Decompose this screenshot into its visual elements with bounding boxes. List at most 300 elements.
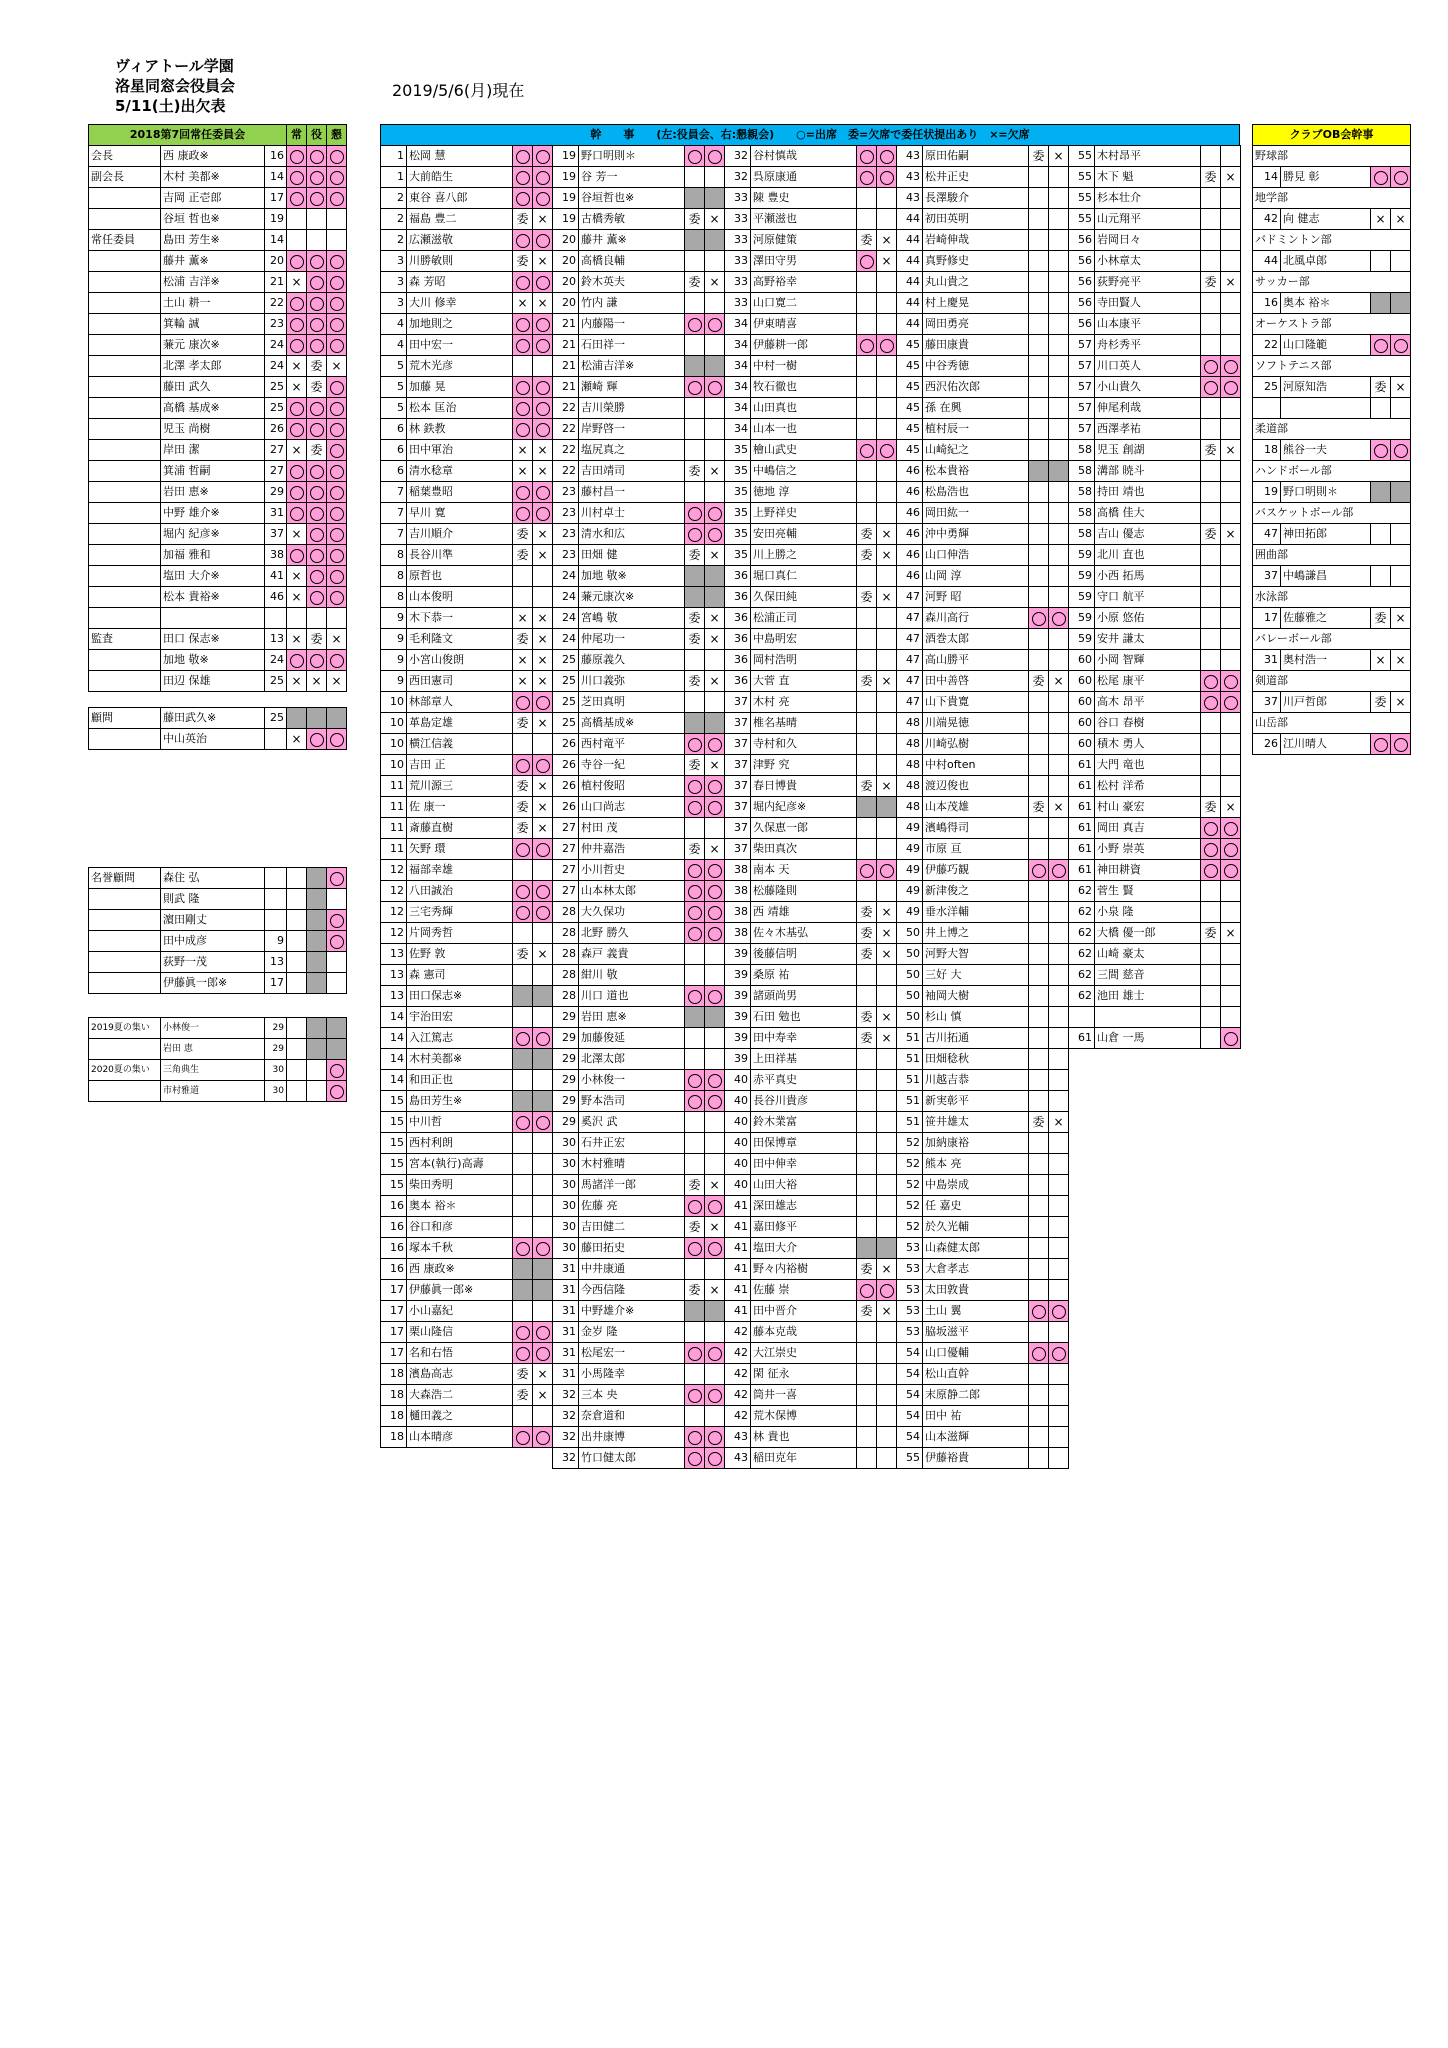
attendance-mark	[857, 419, 877, 440]
attendance-mark	[685, 860, 705, 881]
member-row	[89, 1039, 347, 1060]
class-year-cell: 5	[381, 377, 407, 398]
attendance-mark	[1221, 314, 1241, 335]
attendance-mark	[533, 1427, 553, 1448]
attend-circle-icon	[536, 486, 550, 500]
name-cell: 杉本壮介	[1095, 188, 1201, 209]
name-cell: 松岡 慧	[407, 146, 513, 167]
name-cell: 濱島高志	[407, 1364, 513, 1385]
class-year-cell: 38	[725, 902, 751, 923]
cadre-row	[897, 965, 1069, 986]
attendance-mark	[287, 503, 307, 524]
attendance-mark	[705, 377, 725, 398]
attendance-mark	[857, 965, 877, 986]
attend-circle-icon	[688, 801, 702, 815]
member-row	[89, 482, 347, 503]
attendance-mark	[877, 1322, 897, 1343]
attendance-text: ×	[881, 905, 892, 919]
attendance-mark	[533, 398, 553, 419]
attendance-text: ×	[881, 254, 892, 268]
name-cell: 伸尾利哉	[1095, 398, 1201, 419]
cadre-row	[725, 923, 897, 944]
name-cell: 芝田真明	[579, 692, 685, 713]
attendance-text: 委	[1204, 443, 1217, 457]
name-cell: 伊藤裕貴	[923, 1448, 1029, 1469]
name-cell: 佐藤雅之	[1281, 608, 1371, 629]
cadre-row	[553, 902, 725, 923]
attendance-text: ×	[537, 212, 548, 226]
attendance-text: 委	[310, 443, 323, 457]
name-cell: 川戸哲郎	[1281, 692, 1371, 713]
attend-circle-icon	[688, 1431, 702, 1445]
class-year-cell: 25	[265, 398, 287, 419]
attend-circle-icon	[1394, 171, 1408, 185]
class-year-cell: 44	[897, 272, 923, 293]
cadre-row	[553, 335, 725, 356]
attendance-mark	[1201, 839, 1221, 860]
attend-circle-icon	[516, 171, 530, 185]
attendance-mark	[877, 1301, 897, 1322]
cadre-row	[381, 650, 553, 671]
name-cell: 大川 修幸	[407, 293, 513, 314]
club-name-row	[1253, 230, 1411, 251]
attendance-mark	[685, 1133, 705, 1154]
attend-circle-icon	[290, 318, 304, 332]
cadre-row	[553, 1259, 725, 1280]
class-year-cell: 23	[553, 503, 579, 524]
cadre-row	[1069, 398, 1241, 419]
attendance-mark	[1049, 776, 1069, 797]
cadre-row	[381, 923, 553, 944]
name-cell: 北川 直也	[1095, 545, 1201, 566]
class-year-cell: 16	[381, 1217, 407, 1238]
class-year-cell: 25	[553, 692, 579, 713]
class-year-cell: 38	[725, 860, 751, 881]
attendance-mark	[685, 1322, 705, 1343]
name-cell: 山岡 淳	[923, 566, 1029, 587]
name-cell: 奚沢 武	[579, 1112, 685, 1133]
cadre-row	[725, 1364, 897, 1385]
cadre-row	[381, 1007, 553, 1028]
attend-circle-icon	[1032, 1305, 1046, 1319]
cadre-row	[381, 1259, 553, 1280]
attendance-mark	[287, 545, 307, 566]
cadre-row	[1069, 146, 1241, 167]
class-year-cell: 45	[897, 356, 923, 377]
attend-circle-icon	[708, 150, 722, 164]
name-cell: 菅生 賢	[1095, 881, 1201, 902]
attendance-mark	[1371, 293, 1391, 314]
attendance-mark	[327, 1081, 347, 1102]
name-cell: 上野祥史	[751, 503, 857, 524]
attendance-text: ×	[291, 590, 302, 604]
cadre-row	[725, 818, 897, 839]
class-year-cell: 34	[725, 314, 751, 335]
class-year-cell: 27	[553, 860, 579, 881]
class-year-cell: 32	[553, 1427, 579, 1448]
attendance-mark	[877, 755, 897, 776]
attend-circle-icon	[1032, 612, 1046, 626]
class-year-cell: 29	[553, 1112, 579, 1133]
attendance-text: ×	[709, 548, 720, 562]
attendance-mark	[857, 398, 877, 419]
cadre-row	[725, 986, 897, 1007]
attend-circle-icon	[708, 1347, 722, 1361]
cadre-row	[1069, 839, 1241, 860]
cadre-row	[1069, 461, 1241, 482]
cadre-row	[553, 566, 725, 587]
attendance-text: 委	[688, 674, 701, 688]
attendance-text: ×	[537, 674, 548, 688]
cadre-row	[897, 1007, 1069, 1028]
attend-circle-icon	[688, 150, 702, 164]
name-cell: 川越吉恭	[923, 1070, 1029, 1091]
class-year-cell: 37	[725, 755, 751, 776]
attend-circle-icon	[860, 171, 874, 185]
attendance-mark	[1049, 167, 1069, 188]
attendance-mark	[533, 1385, 553, 1406]
member-row	[89, 973, 347, 994]
attendance-text: ×	[517, 653, 528, 667]
name-cell: 川端晃徳	[923, 713, 1029, 734]
attendance-text: ×	[881, 947, 892, 961]
attendance-mark	[513, 356, 533, 377]
name-cell: 斎藤直樹	[407, 818, 513, 839]
class-year-cell: 36	[725, 671, 751, 692]
attendance-mark	[533, 650, 553, 671]
class-year-cell: 25	[265, 671, 287, 692]
attendance-mark	[857, 902, 877, 923]
cadre-row	[553, 1007, 725, 1028]
attend-circle-icon	[330, 591, 344, 605]
class-year-cell: 48	[897, 797, 923, 818]
attendance-mark	[857, 314, 877, 335]
cadre-row	[381, 440, 553, 461]
attendance-text: 委	[516, 632, 529, 646]
attendance-mark	[857, 1427, 877, 1448]
attend-circle-icon	[330, 192, 344, 206]
attendance-mark	[877, 1154, 897, 1175]
name-cell: 沖中勇輝	[923, 524, 1029, 545]
attendance-mark	[1049, 1196, 1069, 1217]
cadre-row	[897, 377, 1069, 398]
attendance-mark	[513, 482, 533, 503]
class-year-cell: 54	[897, 1364, 923, 1385]
attendance-mark	[1221, 902, 1241, 923]
attendance-mark	[877, 1175, 897, 1196]
class-year-cell: 54	[897, 1406, 923, 1427]
cadre-row	[553, 860, 725, 881]
attendance-mark	[513, 1427, 533, 1448]
name-cell: 垂水洋輔	[923, 902, 1029, 923]
attendance-mark	[1029, 356, 1049, 377]
attendance-mark	[1201, 461, 1221, 482]
attendance-mark	[1221, 734, 1241, 755]
name-cell: 山倉 一馬	[1095, 1028, 1201, 1049]
attendance-mark	[513, 650, 533, 671]
attendance-text: 委	[688, 464, 701, 478]
attendance-mark	[327, 1018, 347, 1039]
attend-circle-icon	[536, 1116, 550, 1130]
attendance-mark	[287, 729, 307, 750]
member-row	[89, 910, 347, 931]
attendance-mark	[1221, 671, 1241, 692]
attendance-mark	[705, 188, 725, 209]
attendance-mark	[877, 1259, 897, 1280]
class-year-cell: 49	[897, 860, 923, 881]
attendance-mark	[685, 188, 705, 209]
attendance-mark	[705, 734, 725, 755]
attendance-mark	[287, 650, 307, 671]
attend-circle-icon	[708, 864, 722, 878]
attendance-mark	[533, 1007, 553, 1028]
attendance-mark	[1029, 629, 1049, 650]
attend-circle-icon	[688, 780, 702, 794]
attendance-mark	[877, 881, 897, 902]
class-year-cell: 48	[897, 713, 923, 734]
class-year-cell: 39	[725, 986, 751, 1007]
attendance-mark	[307, 335, 327, 356]
attendance-mark	[287, 910, 307, 931]
name-cell: 川上勝之	[751, 545, 857, 566]
attendance-mark	[513, 860, 533, 881]
attendance-text: ×	[537, 464, 548, 478]
cadre-row	[897, 902, 1069, 923]
attendance-mark	[307, 167, 327, 188]
attendance-text: ×	[709, 758, 720, 772]
attendance-mark	[1029, 671, 1049, 692]
name-cell: 中村一樹	[751, 356, 857, 377]
name-cell: 中野雄介※	[579, 1301, 685, 1322]
attendance-mark	[705, 839, 725, 860]
cadre-row	[725, 524, 897, 545]
attendance-mark	[877, 1406, 897, 1427]
attendance-mark	[1029, 1406, 1049, 1427]
cadre-row	[381, 734, 553, 755]
class-year-cell: 37	[265, 524, 287, 545]
name-cell: 長谷川準	[407, 545, 513, 566]
attendance-mark	[513, 1196, 533, 1217]
cadre-row	[381, 1364, 553, 1385]
attendance-text: ×	[1053, 149, 1064, 163]
attendance-mark	[1391, 251, 1411, 272]
name-cell: 松村 洋希	[1095, 776, 1201, 797]
name-cell: 中島崇成	[923, 1175, 1029, 1196]
attendance-mark	[1049, 1028, 1069, 1049]
name-cell: 中山英治	[161, 729, 265, 750]
class-year-cell: 29	[553, 1091, 579, 1112]
cadre-row	[897, 461, 1069, 482]
attendance-mark	[877, 797, 897, 818]
attendance-mark	[685, 1070, 705, 1091]
member-row	[89, 398, 347, 419]
attendance-text: 委	[516, 779, 529, 793]
class-year-cell: 54	[897, 1385, 923, 1406]
attendance-mark	[287, 482, 307, 503]
attend-circle-icon	[688, 528, 702, 542]
cadre-row	[553, 818, 725, 839]
class-year-cell: 39	[725, 965, 751, 986]
cadre-row	[897, 1133, 1069, 1154]
attendance-mark	[1049, 209, 1069, 230]
name-cell: 岩崎伸哉	[923, 230, 1029, 251]
role-cell	[89, 293, 161, 314]
name-cell: 岩田 恵	[161, 1039, 265, 1060]
attendance-mark	[1029, 734, 1049, 755]
attendance-mark	[685, 251, 705, 272]
cadre-row	[553, 1049, 725, 1070]
attendance-text: ×	[331, 674, 342, 688]
attendance-mark	[705, 797, 725, 818]
role-cell	[89, 440, 161, 461]
attend-circle-icon	[516, 276, 530, 290]
attendance-text: ×	[291, 732, 302, 746]
class-year-cell	[1253, 398, 1281, 419]
attend-circle-icon	[688, 1242, 702, 1256]
name-cell	[1281, 398, 1371, 419]
class-year-cell: 57	[1069, 335, 1095, 356]
cadre-row	[553, 629, 725, 650]
class-year-cell: 54	[897, 1343, 923, 1364]
name-cell: 川口義弥	[579, 671, 685, 692]
class-year-cell: 16	[265, 146, 287, 167]
class-year-cell: 39	[725, 1028, 751, 1049]
attendance-mark	[857, 692, 877, 713]
club-name-row	[1253, 272, 1411, 293]
attendance-mark	[1201, 293, 1221, 314]
attendance-mark	[533, 1343, 553, 1364]
cadre-row	[725, 1406, 897, 1427]
name-cell: 藤田拓史	[579, 1238, 685, 1259]
attend-circle-icon	[536, 318, 550, 332]
cadre-row	[553, 797, 725, 818]
class-year-cell: 56	[1069, 251, 1095, 272]
attendance-mark	[1049, 1406, 1069, 1427]
cadre-header: 幹 事 (左:役員会、右:懇親会) ○=出席 委=欠席で委任状提出あり ×=欠席	[381, 125, 1240, 146]
name-cell: 大江崇史	[751, 1343, 857, 1364]
attendance-mark	[1391, 608, 1411, 629]
attendance-mark	[1049, 503, 1069, 524]
attend-circle-icon	[516, 150, 530, 164]
cadre-row	[553, 272, 725, 293]
attendance-mark	[1029, 335, 1049, 356]
name-cell: 宮本(執行)高壽	[407, 1154, 513, 1175]
class-year-cell: 45	[897, 419, 923, 440]
class-year-cell: 25	[553, 650, 579, 671]
attend-circle-icon	[310, 733, 324, 747]
attendance-mark	[1029, 209, 1049, 230]
class-year-cell: 24	[265, 356, 287, 377]
name-cell: 塩田大介	[751, 1238, 857, 1259]
attendance-mark	[685, 944, 705, 965]
attend-circle-icon	[310, 402, 324, 416]
attendance-mark	[877, 167, 897, 188]
attendance-mark	[533, 1217, 553, 1238]
cadre-row	[725, 1196, 897, 1217]
name-cell: 林 鉄教	[407, 419, 513, 440]
attendance-mark	[877, 944, 897, 965]
name-cell: 稲田克年	[751, 1448, 857, 1469]
attendance-mark	[857, 1343, 877, 1364]
attendance-mark	[877, 209, 897, 230]
attend-circle-icon	[330, 381, 344, 395]
class-year-cell: 34	[725, 419, 751, 440]
attendance-mark	[327, 314, 347, 335]
name-cell: 荒川源三	[407, 776, 513, 797]
cadre-row	[725, 1007, 897, 1028]
attendance-mark	[1029, 587, 1049, 608]
attendance-mark	[1049, 923, 1069, 944]
attendance-mark	[1201, 209, 1221, 230]
cadre-row	[553, 545, 725, 566]
club-member-row	[1253, 440, 1411, 461]
attend-circle-icon	[516, 1242, 530, 1256]
member-row	[89, 629, 347, 650]
attendance-mark	[307, 293, 327, 314]
cadre-row	[381, 1322, 553, 1343]
name-cell: 稲葉豊昭	[407, 482, 513, 503]
attendance-mark	[513, 167, 533, 188]
club-member-row	[1253, 167, 1411, 188]
attendance-mark	[877, 1280, 897, 1301]
cadre-row	[725, 587, 897, 608]
attend-circle-icon	[516, 906, 530, 920]
attend-circle-icon	[880, 864, 894, 878]
cadre-row	[381, 818, 553, 839]
class-year-cell: 49	[897, 839, 923, 860]
attend-circle-icon	[708, 1095, 722, 1109]
attendance-mark	[533, 860, 553, 881]
cadre-row	[381, 1070, 553, 1091]
attendance-mark	[705, 1385, 725, 1406]
cadre-row	[1069, 860, 1241, 881]
attendance-mark	[1049, 524, 1069, 545]
name-cell: 三本 央	[579, 1385, 685, 1406]
attend-circle-icon	[330, 733, 344, 747]
class-year-cell: 61	[1069, 797, 1095, 818]
cadre-row	[381, 986, 553, 1007]
attendance-text: ×	[537, 800, 548, 814]
attendance-mark	[1221, 188, 1241, 209]
attendance-mark	[327, 1039, 347, 1060]
attendance-mark	[705, 230, 725, 251]
attendance-mark	[877, 713, 897, 734]
attendance-mark	[857, 251, 877, 272]
attendance-mark	[513, 1322, 533, 1343]
attendance-mark	[1221, 566, 1241, 587]
name-cell: 堀内 紀彦※	[161, 524, 265, 545]
name-cell: 箕輪 誠	[161, 314, 265, 335]
attendance-text: 委	[516, 212, 529, 226]
name-cell: 高野裕幸	[751, 272, 857, 293]
cadre-row	[553, 461, 725, 482]
class-year-cell: 28	[553, 965, 579, 986]
attendance-mark	[1049, 1322, 1069, 1343]
class-year-cell: 35	[725, 461, 751, 482]
class-year-cell: 47	[897, 692, 923, 713]
attendance-mark	[705, 713, 725, 734]
class-year-cell: 22	[553, 461, 579, 482]
class-year-cell: 36	[725, 608, 751, 629]
club-name: 柔道部	[1253, 419, 1411, 440]
cadre-row	[1069, 755, 1241, 776]
attendance-mark	[513, 1238, 533, 1259]
name-cell: 加地 敬※	[161, 650, 265, 671]
attendance-mark	[287, 251, 307, 272]
name-cell: 谷 芳一	[579, 167, 685, 188]
attend-circle-icon	[310, 507, 324, 521]
attendance-mark	[1201, 650, 1221, 671]
